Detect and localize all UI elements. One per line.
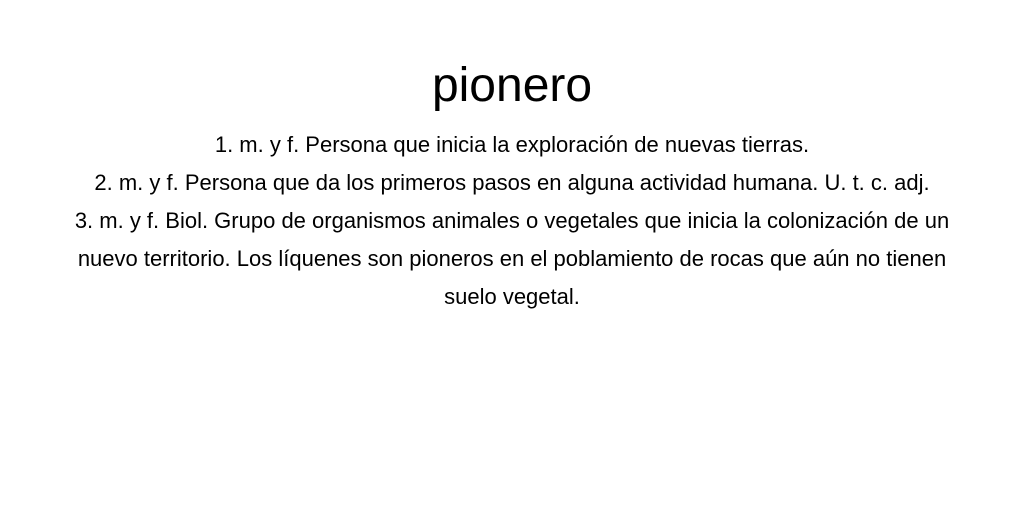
definition-2: 2. m. y f. Persona que da los primeros pasos en alguna actividad humana. U. t. c. adj.	[94, 170, 930, 195]
headword: pionero	[431, 59, 593, 112]
definition-list	[0, 126, 1024, 316]
definition-1: 1. m. y f. Persona que inicia la exploración de nuevas tierras.	[214, 132, 810, 157]
definition-3: 3. m. y f. Biol. Grupo de organismos animales o vegetales que inicia la colonización de un nuevo territorio. Los líquenes son pioneros en el poblamiento de rocas que aún no tienen suelo vegetal.	[74, 208, 950, 309]
